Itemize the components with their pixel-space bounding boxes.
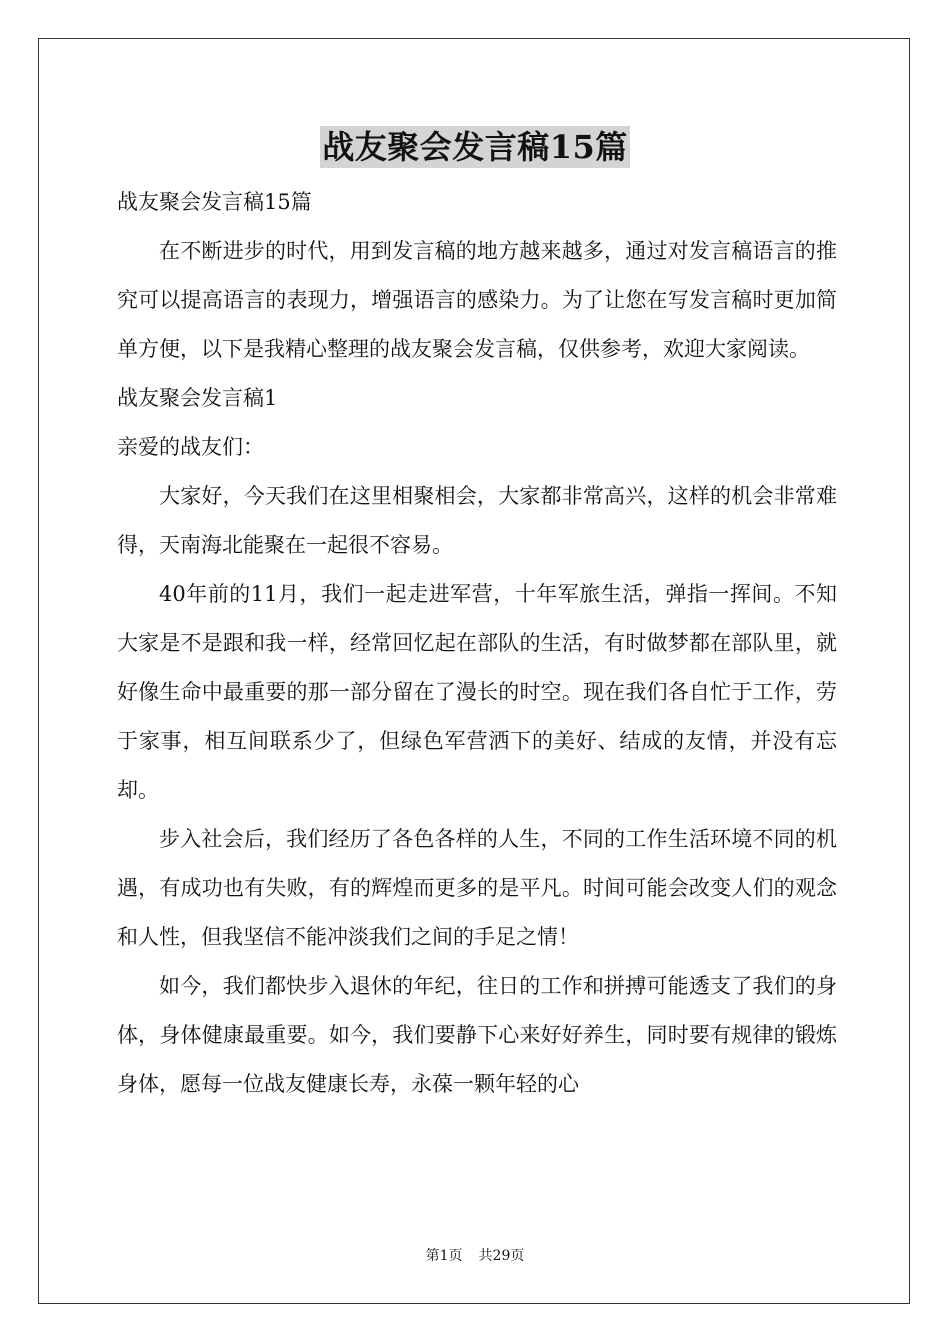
page-total: 共29页 [478,1248,525,1264]
body-paragraph: 40年前的11月，我们一起走进军营，十年军旅生活，弹指一挥间。不知大家是不是跟和我一样，经常回忆起在部队的生活，有时做梦都在部队里，就好像生命中最重要的那一部分留在了漫长的时空。现在我们各自忙于工作，劳于家事，相互间联系少了，但绿色军营洒下的美好、结成的友情，并没有忘却。 [117,582,837,802]
body-paragraph: 大家好，今天我们在这里相聚相会，大家都非常高兴，这样的机会非常难得，天南海北能聚在一起很不容易。 [117,484,837,557]
body-paragraph: 步入社会后，我们经历了各色各样的人生，不同的工作生活环境不同的机遇，有成功也有失败，有的辉煌而更多的是平凡。时间可能会改变人们的观念和人性，但我坚信不能冲淡我们之间的手足之情！ [117,827,837,949]
title-wrap [0,126,950,168]
document-body [117,178,837,1109]
document-title: 战友聚会发言稿15篇 [322,128,628,166]
intro-paragraph: 在不断进步的时代，用到发言稿的地方越来越多，通过对发言稿语言的推究可以提高语言的表现力，增强语言的感染力。为了让您在写发言稿时更加简单方便，以下是我精心整理的战友聚会发言稿，仅供参考，欢迎大家阅读。 [117,239,837,361]
page-footer [0,1246,950,1266]
salutation: 亲爱的战友们： [117,435,264,459]
subtitle-line: 战友聚会发言稿15篇 [117,190,312,214]
body-paragraph: 如今，我们都快步入退休的年纪，往日的工作和拼搏可能透支了我们的身体，身体健康最重要。如今，我们要静下心来好好养生，同时要有规律的锻炼身体，愿每一位战友健康长寿，永葆一颗年轻的心 [117,974,837,1096]
section-heading: 战友聚会发言稿1 [117,386,278,410]
page-number: 第1页 [425,1248,463,1264]
